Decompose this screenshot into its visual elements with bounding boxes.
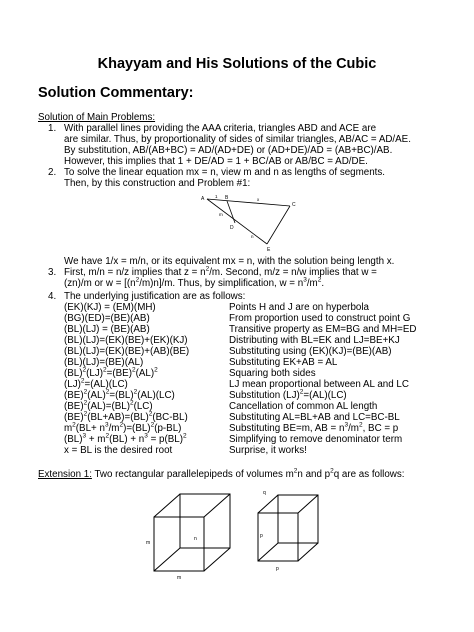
label-d: D [230, 225, 234, 231]
extension-label: Extension 1: [38, 469, 92, 480]
label-x: x [257, 197, 260, 202]
item-1-line-3: By substitution, AB/(AB+BC) = AD/(AD+DE) or (AD+DE)/AD = (AB+BC)/AB. [64, 145, 393, 156]
section-heading: Solution Commentary: [38, 85, 194, 101]
item-3-line-1: First, m/n = n/z implies that $z = n^2/m$. Second, m/z = n/w implies that w = [64, 265, 377, 278]
justification-reason: Cancellation of common AL length [229, 401, 378, 412]
justification-equation: (BL)$^2$(LJ)$^2$=(BE)$^2$(AL)$^2$ [64, 366, 158, 379]
item-2-line-2: Then, by this construction and Problem #1: [64, 178, 251, 189]
justification-equation: (BL)(LJ)=(EK)(BE)+(AB)(BE) [64, 346, 190, 357]
justification-equation: (EK)(KJ) = (EM)(MH) [64, 302, 156, 313]
justification-equation: (BL)(LJ) = (BE)(AB) [64, 324, 150, 335]
item-3-number: 3. [48, 267, 57, 278]
segment-b-d [227, 201, 235, 223]
similar-triangles-figure [195, 192, 305, 254]
justification-reason: Surprise, it works! [229, 445, 307, 456]
parallelepiped-p2q-figure [250, 487, 330, 577]
subheading: Solution of Main Problems: [38, 112, 156, 123]
justification-equation: (BL)(LJ)=(BE)(AL) [64, 357, 144, 368]
justification-reason: Substituting BE=m, AB = $n^3/m^2$, BC = p [229, 421, 399, 434]
label-b: B [225, 195, 229, 201]
label-n: n [251, 234, 254, 239]
document-title: Khayyam and His Solutions of the Cubic [97, 56, 377, 72]
justification-equation: (BL)(LJ)=(EK)(BE)+(EK)(KJ) [64, 335, 188, 346]
box2-label-q-top: q [263, 490, 266, 496]
justification-equation: (LJ)$^2$=(AL)(LC) [64, 377, 128, 390]
justification-reason: LJ mean proportional between AL and LC [229, 379, 409, 390]
justification-reason: Squaring both sides [229, 368, 316, 379]
box1-front-face [154, 517, 204, 571]
extension-line: Extension 1: Two rectangular parallelepipeds of volumes $m^2n$ and $p^2q$ are as follows: [38, 467, 405, 480]
label-a: A [201, 196, 205, 202]
item-2-number: 2. [48, 167, 57, 178]
parallelepiped-m2n-figure [140, 487, 240, 587]
label-e: E [267, 247, 271, 253]
item-3-line-2: (zn)/m or $w = [(n^2/m)n]/m$. Thus, by simplification, $w = n^3/m^2$. [64, 276, 325, 289]
justification-reason: From proportion used to construct point G [229, 313, 411, 324]
label-m: m [219, 212, 223, 217]
justification-reason: Substitution (LJ)$^2$=(AL)(LC) [229, 388, 347, 401]
justification-equation: x = BL is the desired root [64, 445, 173, 456]
after-figure-text: We have 1/x = m/n, or its equivalent mx = n, with the solution being length x. [64, 256, 395, 267]
justification-reason: Substituting using (EK)(KJ)=(BE)(AB) [229, 346, 392, 357]
item-4-text: The underlying justification are as follows: [64, 291, 246, 302]
justification-reason: Substituting EK+AB = AL [229, 357, 338, 368]
justification-equation: (BE)$^2$(BL+AB)=(BL)$^2$(BC-BL) [64, 410, 188, 423]
item-1-line-2: are similar. Thus, by proportionality of sides of similar triangles, AB/AC = AD/AE. [64, 134, 411, 145]
item-2-line-1: To solve the linear equation mx = n, view m and n as lengths of segments. [64, 167, 386, 178]
justification-equation: $m^2(BL+ n^3/m^2)=(BL)^2(p-BL)$ [64, 421, 182, 434]
item-4-number: 4. [48, 291, 57, 302]
box1-label-n-height: n [194, 536, 197, 542]
item-1-line-4: However, this implies that 1 + DE/AD = 1 + BC/AB or AB/BC = AD/DE. [64, 156, 368, 167]
justification-equation: $(BL)^3 + m^2(BL) + n^3 = p(BL)^2$ [64, 432, 187, 445]
justification-equation: (BG)(ED)=(BE)(AB) [64, 313, 150, 324]
justification-reason: Substituting AL=BL+AB and LC=BC-BL [229, 412, 400, 423]
label-one: 1 [215, 194, 218, 199]
justification-reason: Points H and J are on hyperbola [229, 302, 369, 313]
justification-reason: Distributing with BL=EK and LJ=BE+KJ [229, 335, 400, 346]
justification-equation: (BE)$^2$(AL)=(BL)$^2$(LC) [64, 399, 153, 412]
line-a-c [207, 199, 290, 206]
box2-label-p-bottom: p [276, 566, 279, 572]
label-c: C [292, 202, 296, 208]
segment-c-e [267, 206, 290, 244]
box1-back-face [180, 494, 230, 548]
item-1-line-1: With parallel lines providing the AAA criteria, triangles ABD and ACE are [64, 123, 377, 134]
justification-reason: Simplifying to remove denominator term [229, 434, 403, 445]
box1-label-m-bottom: m [177, 575, 182, 581]
line-a-e [207, 199, 267, 244]
box2-label-p-side: p [260, 533, 263, 539]
justification-equation: (BE)$^2$(AL)$^2$=(BL)$^2$(AL)(LC) [64, 388, 175, 401]
item-1-number: 1. [48, 123, 57, 134]
box1-label-m-side: m [146, 540, 151, 546]
justification-reason: Transitive property as EM=BG and MH=ED [229, 324, 417, 335]
